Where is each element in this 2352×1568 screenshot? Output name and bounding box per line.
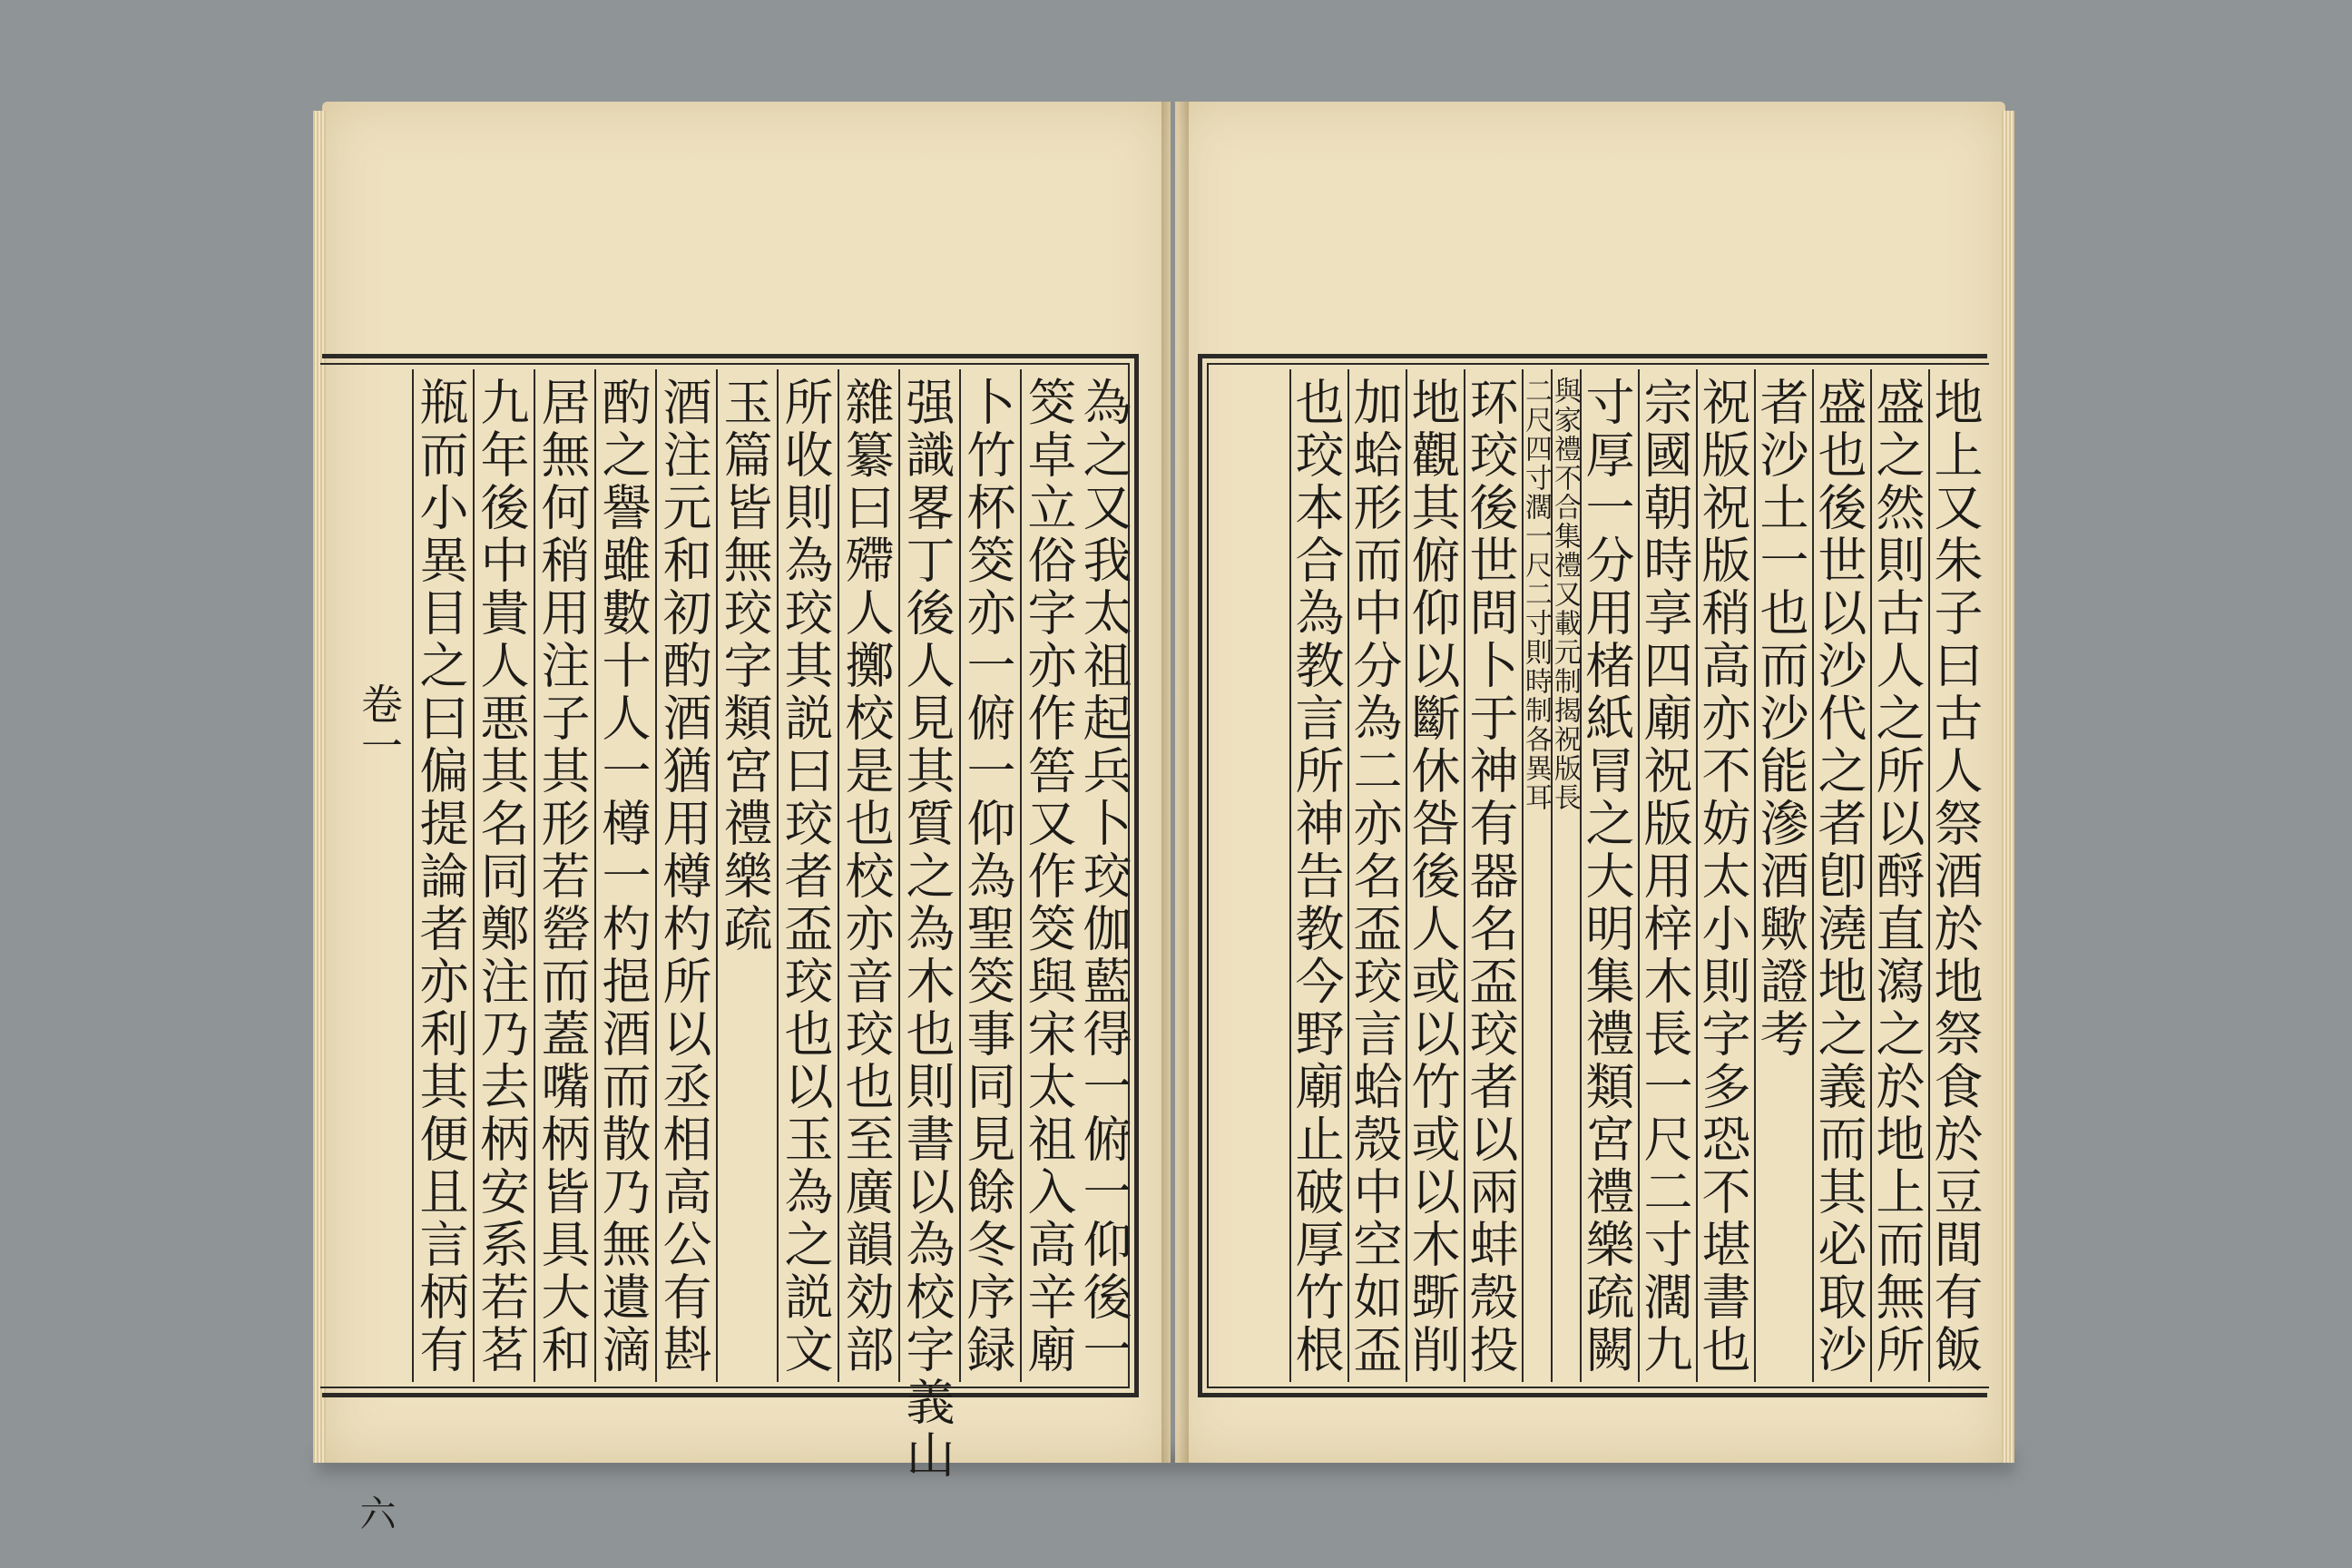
annotation-column: 與家禮不合集禮又載元制揭祝版長 xyxy=(1551,369,1580,1382)
text-column: 地上又朱子曰古人祭酒於地祭食於豆間有飯 xyxy=(1928,369,1983,1382)
folio-margin xyxy=(342,369,404,1531)
text-column: 筊卓立俗字亦作筶又作筊與宋太祖入高辛廟 xyxy=(1020,369,1076,1382)
annotation-column: 二尺四寸濶一尺二寸則時制各異耳 xyxy=(1522,369,1551,1382)
chapter-title: 卷一 xyxy=(355,682,404,766)
left-text-frame xyxy=(322,354,1139,1531)
text-column: 也珓本合為教言所神告教今野廟止破厚竹根 xyxy=(1289,369,1344,1382)
open-book xyxy=(322,102,2005,1531)
text-column: 酌之譽雖數十人一樽一杓挹酒而散乃無遺滴 xyxy=(594,369,651,1382)
text-column: 者沙土一也而沙能滲酒歟證考 xyxy=(1754,369,1808,1382)
text-column: 玉篇皆無珓字類宮禮樂疏 xyxy=(716,369,772,1382)
text-column: 寸厚一分用楮紙冐之大明集禮類宮禮樂疏闕 xyxy=(1580,369,1634,1382)
text-column: 卜竹杯筊亦一俯一仰為聖筊事同見餘冬序録 xyxy=(959,369,1015,1382)
text-column: 环珓後世問卜于神有器名盃珓者以兩蚌殼投 xyxy=(1464,369,1518,1382)
text-column: 宗國朝時享四廟祝版用梓木長一尺二寸濶九 xyxy=(1638,369,1692,1382)
text-column: 酒注元和初酌酒猶用樽杓所以丞相高公有斟 xyxy=(655,369,711,1382)
text-column: 雜纂曰殢人擲校是也校亦音珓也至廣韻効部 xyxy=(838,369,894,1382)
text-column: 强識畧丁後人見其質之為木也則書以為校字義山 xyxy=(898,369,955,1382)
text-column: 盛也後世以沙代之者卽澆地之義而其必取沙 xyxy=(1812,369,1867,1382)
text-column: 加蛤形而中分為二亦名盃珓言蛤殼中空如盃 xyxy=(1348,369,1402,1382)
text-column: 祝版祝版稍高亦不妨太小則字多恐不堪書也 xyxy=(1696,369,1750,1382)
text-column: 居無何稍用注子其形若罃而蓋嘴柄皆具大和 xyxy=(534,369,590,1382)
text-column: 地觀其俯仰以斷休咎後人或以竹或以木斲削 xyxy=(1406,369,1460,1382)
book-gutter xyxy=(1161,102,1189,1463)
text-column: 所收則為珓其説曰珓者盃珓也以玉為之説文 xyxy=(777,369,833,1382)
right-text-frame xyxy=(1198,354,1987,1397)
right-page-edge xyxy=(2002,111,2014,1463)
text-column: 九年後中貴人悪其名同鄭注乃去柄安系若茗 xyxy=(473,369,529,1382)
text-column: 瓶而小異目之曰偏提論者亦利其便且言柄有 xyxy=(412,369,468,1382)
text-column: 盛之然則古人之所以酹直瀉之於地上而無所 xyxy=(1870,369,1925,1382)
text-column: 為之又我太祖起兵卜珓伽藍得一俯一仰後一 xyxy=(1075,377,1132,1377)
folio-number: 六 xyxy=(354,1494,396,1531)
